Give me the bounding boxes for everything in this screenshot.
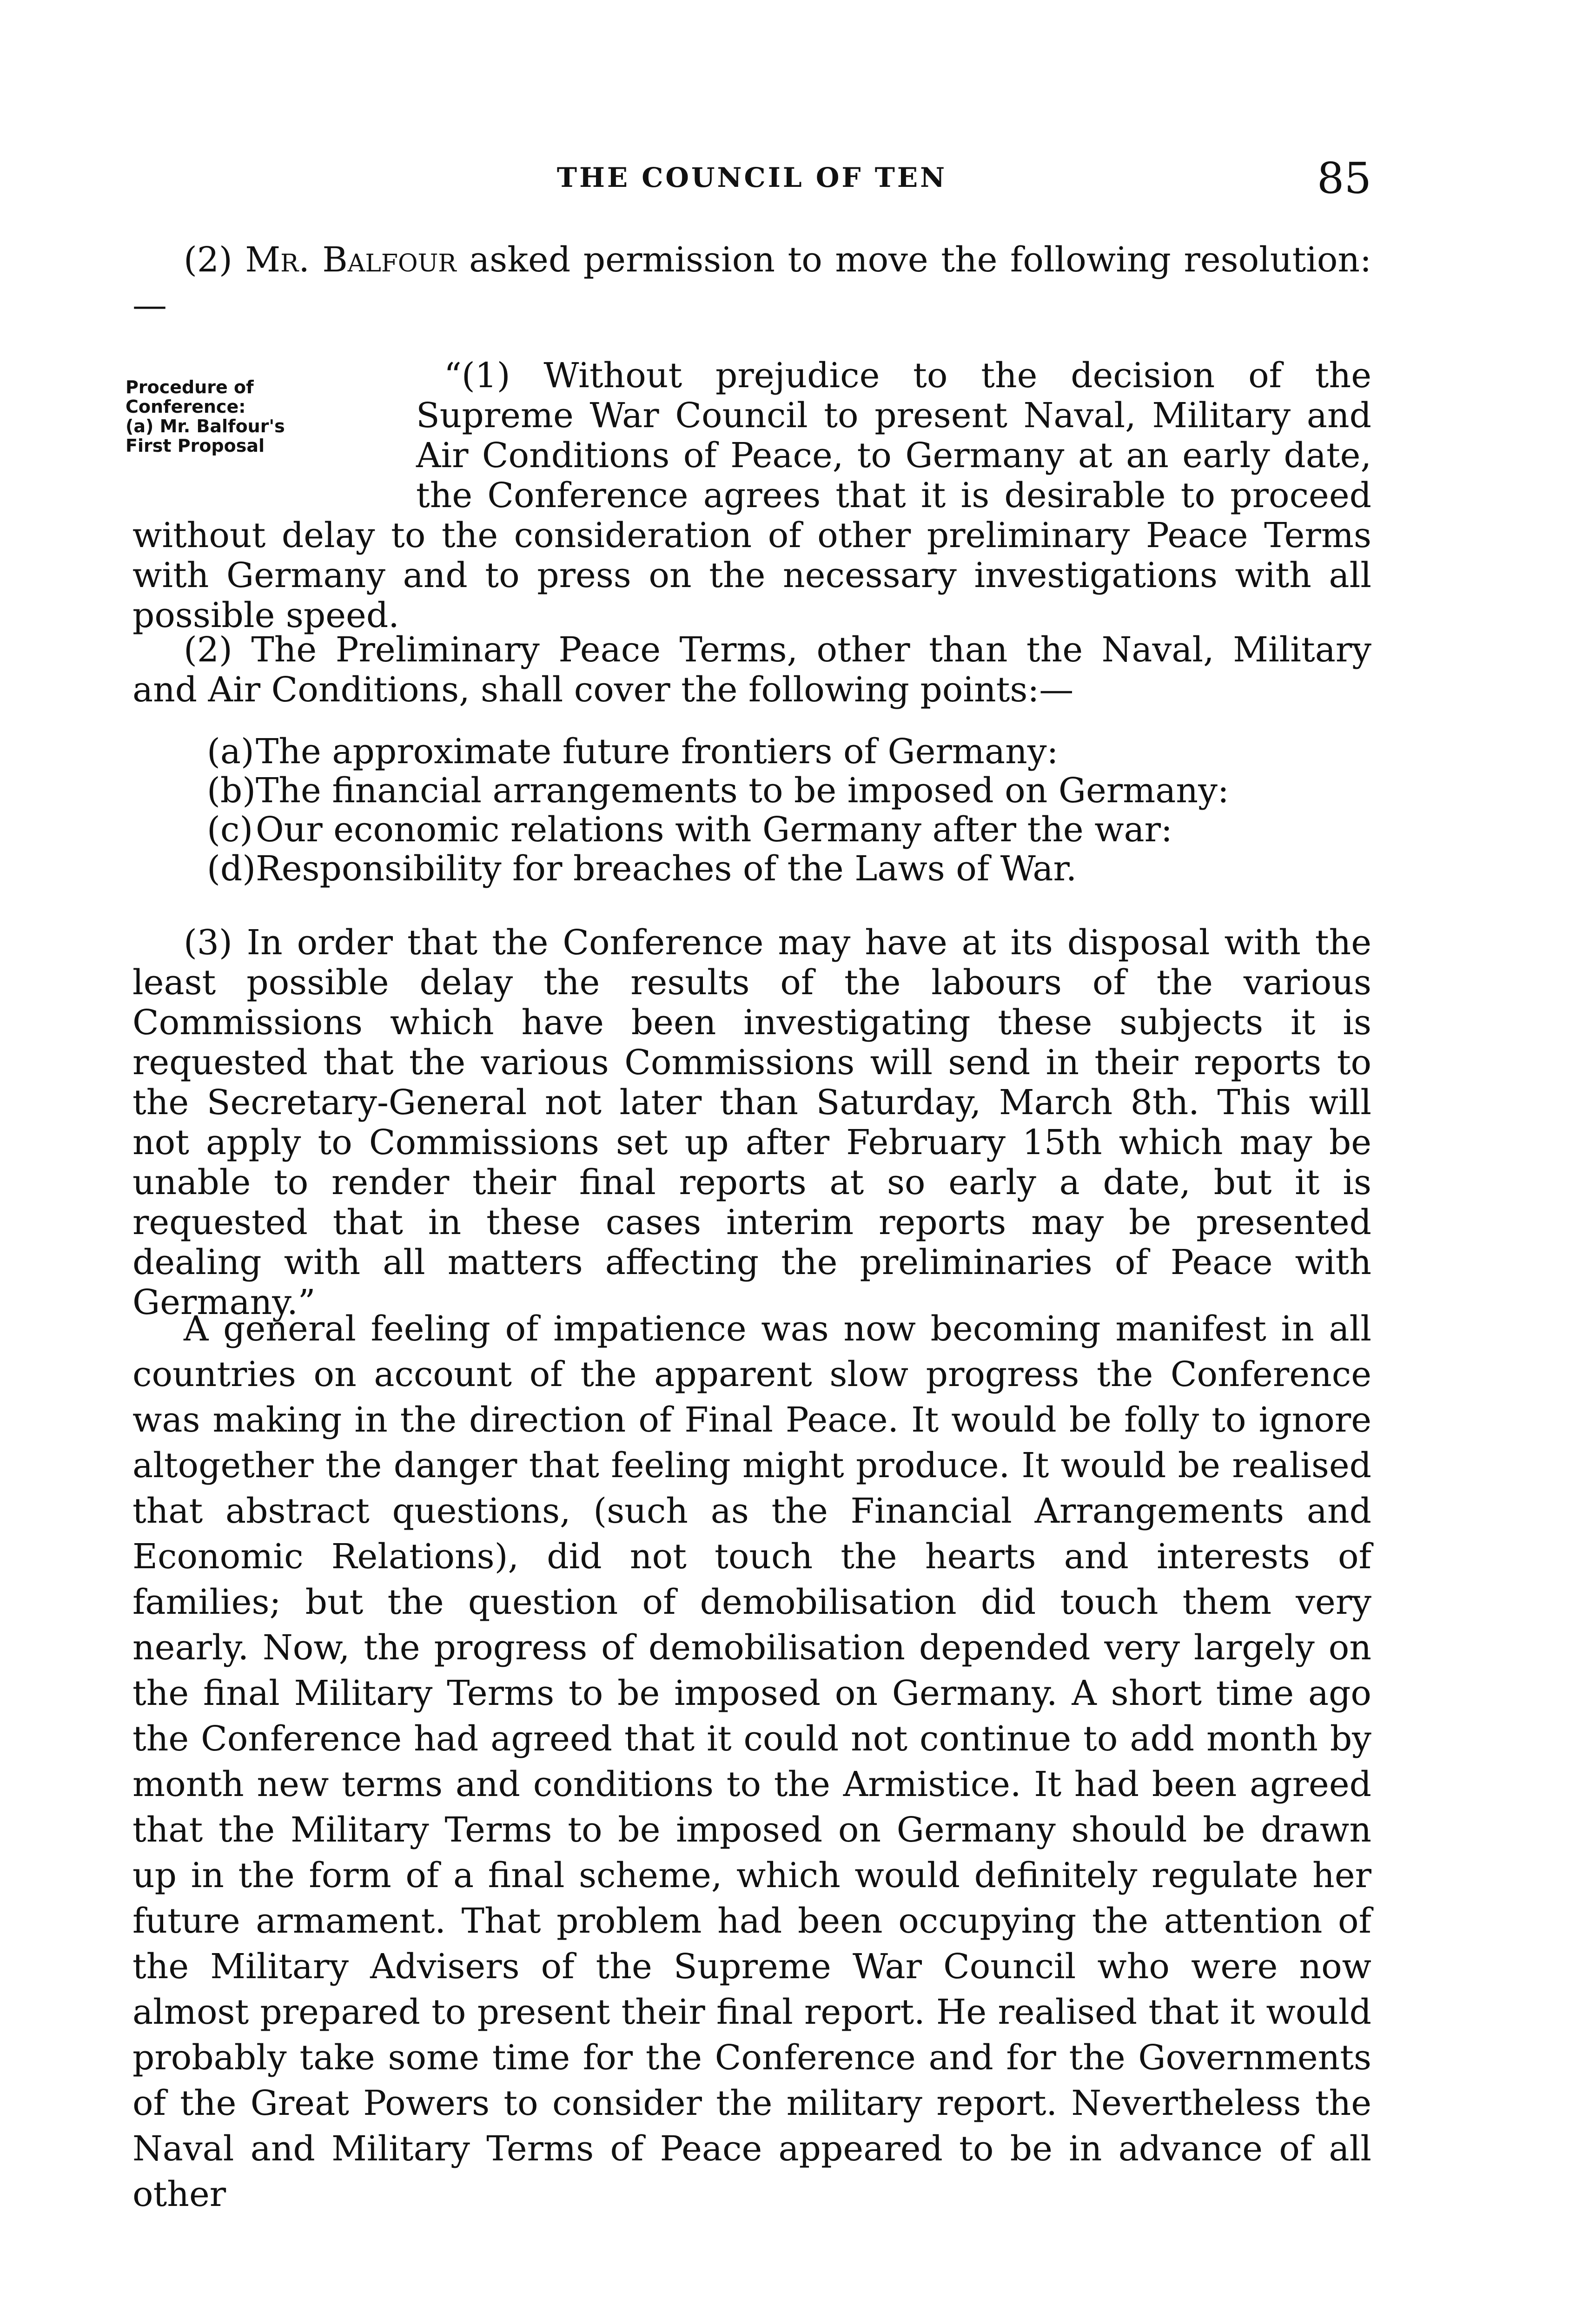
list-item <box>207 732 1369 771</box>
list-item <box>207 849 1369 888</box>
point-marker: (d) <box>207 849 256 889</box>
resolution-paragraph-3: (3) In order that the Conference may have at its disposal with the least possible delay the results of the labours of the various Commissions which have been investigating these subjects it is requested that the various Commissions will send in their reports to the Secretary-General not later than Saturday, March 8th. This will not apply to Commissions set up after February 15th which may be unable to render their final reports at so early a date, but it is requested that in these cases interim reports may be presented dealing with all matters affecting the preliminaries of Peace with Germany.” <box>132 923 1371 1322</box>
point-marker: (a) <box>207 732 254 772</box>
list-item <box>207 771 1369 810</box>
running-head: THE COUNCIL OF TEN <box>556 162 947 193</box>
margin-note-line: First Proposal <box>126 436 265 456</box>
margin-note-line: Conference: <box>126 396 246 417</box>
page-number: 85 <box>1317 153 1371 203</box>
speaker-name: Mr. Balfour <box>245 240 457 280</box>
resolution-points <box>207 732 1369 888</box>
resolution-paragraph-1 <box>132 356 1371 635</box>
point-text: Responsibility for breaches of the Laws of War. <box>256 849 1077 889</box>
resolution-paragraph-2: (2) The Preliminary Peace Terms, other than the Naval, Military and Air Conditions, shall cover the following points:— <box>132 630 1371 710</box>
point-text: The approximate future frontiers of Germany: <box>256 732 1059 772</box>
page-header <box>132 153 1371 209</box>
resolution-text-1: “(1) Without prejudice to the decision of the Supreme War Council to present Naval, Military and Air Conditions of Peace, to Germany at an early date, the Conference agrees that it is desirable to proceed without delay to the consideration of other preliminary Peace Terms with Germany and to press on the necessary investigations with all possible speed. <box>132 356 1371 635</box>
point-text: Our economic relations with Germany after the war: <box>256 810 1172 850</box>
margin-note-space <box>132 356 416 514</box>
point-marker: (c) <box>207 810 253 850</box>
margin-note-line: Procedure of <box>126 377 254 397</box>
body-paragraph: A general feeling of impatience was now becoming manifest in all countries on account of the apparent slow progress the Conference was making in the direction of Final Peace. It would be folly to ignore altogether the danger that feeling might produce. It would be realised that abstract questions, (such as the Financial Arrangements and Economic Relations), did not touch the hearts and interests of families; but the question of demobilisation did touch them very nearly. Now, the progress of demobilisation depended very largely on the final Military Terms to be imposed on Germany. A short time ago the Conference had agreed that it could not continue to add month by month new terms and conditions to the Armistice. It had been agreed that the Military Terms to be imposed on Germany should be drawn up in the form of a final scheme, which would definitely regulate her future armament. That problem had been occupying the attention of the Military Advisers of the Supreme War Council who were now almost prepared to present their final report. He realised that it would probably take some time for the Conference and for the Governments of the Great Powers to consider the military report. Nevertheless the Naval and Military Terms of Peace appeared to be in advance of all other <box>132 1309 1371 2214</box>
intro-paragraph <box>132 237 1371 328</box>
point-marker: (b) <box>207 771 256 811</box>
list-item <box>207 810 1369 849</box>
margin-note-line: (a) Mr. Balfour's <box>126 416 285 436</box>
intro-text: asked permission to move the following resolution:— <box>132 240 1372 325</box>
point-text: The financial arrangements to be imposed on Germany: <box>256 771 1229 811</box>
intro-number: (2) <box>184 240 245 280</box>
